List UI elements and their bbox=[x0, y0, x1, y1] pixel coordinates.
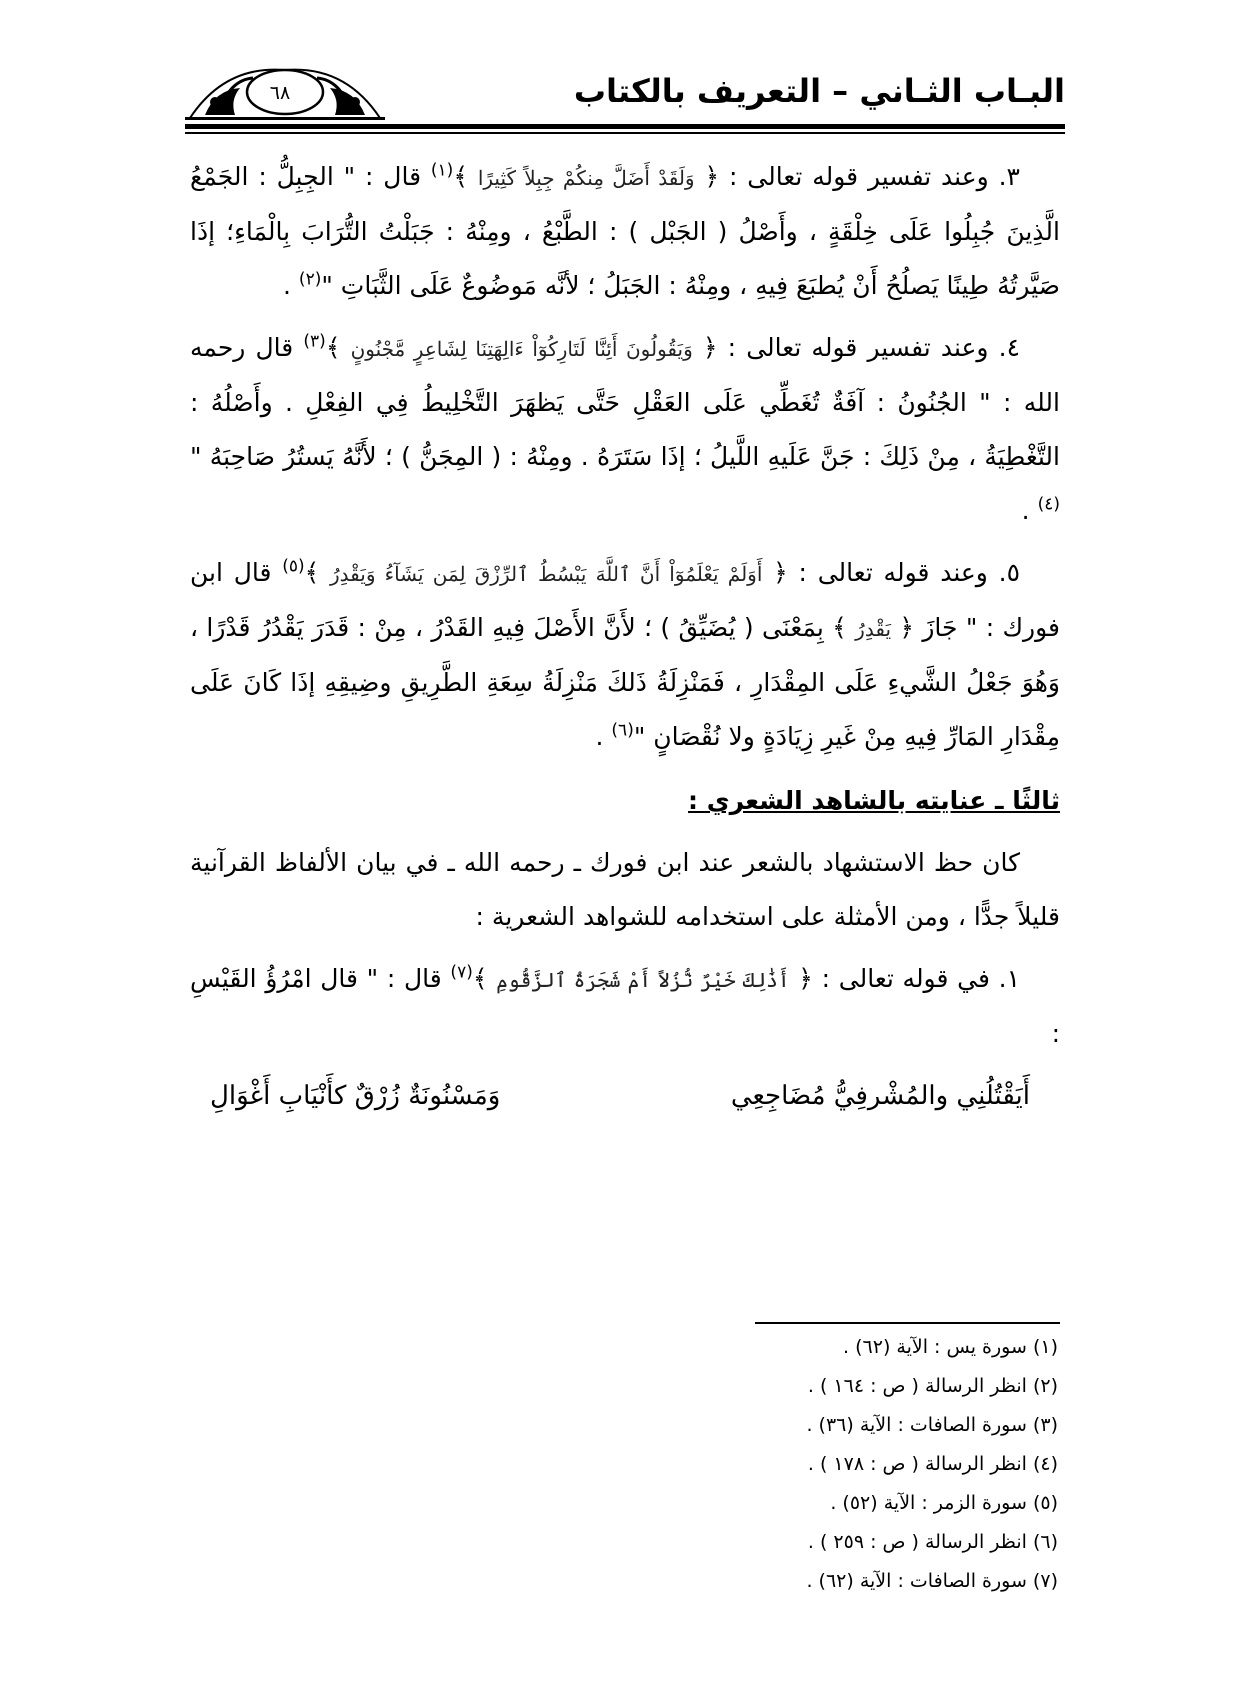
text-span: ﴾ بِمَعْنَى ( يُضَيِّقُ ) ؛ لأَنَّ الأَصْلَ فِيهِ القَدْرُ ، مِنْ : قَدَرَ يَقْدُرُ قَدْرًا ، وَهُوَ جَعْلُ الشَّيءِ عَلَى المِقْدَارِ ، فَمَنْزِلَةُ ذَلكَ مَنْزِلَةُ سِعَةِ الطَّرِيقِ وضِيقِهِ إذَا كَانَ عَلَى مِقْدَارِ المَارِّ فِيهِ مِنْ غَيرِ زِيَادَةٍ ولا نُقْصَانٍ " bbox=[190, 613, 1060, 751]
paragraph-1 bbox=[190, 952, 1060, 1061]
text-span: ﴾ bbox=[453, 162, 478, 191]
quran-verse: أَوَلَمْ يَعْلَمُوٓاْ أَنَّ ٱللَّهَ يَبْسُطُ ٱلرِّزْقَ لِمَن يَشَآءُ وَيَقْدِرُ bbox=[330, 562, 763, 586]
text-span: . bbox=[595, 722, 612, 751]
footnote-separator bbox=[755, 1322, 1060, 1324]
main-text bbox=[190, 150, 1060, 1123]
footnote-item: (٦) انظر الرسالة ( ص : ٢٥٩ ) . bbox=[807, 1531, 1058, 1553]
text-span: ٣. وعند تفسير قوله تعالى : ﴿ bbox=[694, 162, 1020, 191]
footnote-ref: (٣) bbox=[303, 331, 326, 352]
footnotes bbox=[600, 1328, 1058, 1601]
header-rule-thick bbox=[185, 124, 1065, 129]
poetry-verse bbox=[190, 1069, 1060, 1123]
chapter-title: البـاب الثـاني – التعريف بالكتاب bbox=[573, 72, 1065, 110]
footnote-item: (٧) سورة الصافات : الآية (٦٢) . bbox=[806, 1570, 1058, 1592]
page-header bbox=[185, 60, 1065, 130]
paragraph-3 bbox=[190, 150, 1060, 313]
footnote-ref: (٢) bbox=[298, 269, 322, 290]
text-span: . bbox=[1021, 496, 1038, 525]
quran-verse: أَذَٰلِكَ خَيْرٌ نُّزُلاً أَمْ شَجَرَةُ ٱلزَّقُّومِ bbox=[496, 968, 790, 992]
footnote-ref: (٦) bbox=[611, 720, 634, 741]
paragraph-4 bbox=[190, 321, 1060, 538]
quran-word: يَقْدِرُ bbox=[855, 617, 892, 641]
footnote-item: (٤) انظر الرسالة ( ص : ١٧٨ ) . bbox=[807, 1453, 1058, 1475]
quran-verse: وَيَقُولُونَ أَئِنَّا لَتَارِكُوٓاْ ءَالِهَتِنَا لِشَاعِرٍ مَّجْنُونٍ bbox=[350, 337, 693, 361]
footnote-ref: (١) bbox=[430, 160, 454, 181]
footnote-ref: (٥) bbox=[282, 556, 305, 577]
text-span: قال : " الجِبِلُّ : الجَمْعُ الَّذِينَ جُبِلُوا عَلَى خِلْقَةٍ ، وأَصْلُ ( الجَبْل ) : الطَّبْعُ ، ومِنْهُ : جَبَلْتُ التُّرَابَ بِالْمَاءِ؛ إذَا صَيَّرتُهُ طِينًا يَصلُحُ أَنْ يُطبَعَ فِيهِ ، ومِنْهُ : الجَبَلُ ؛ لأنَّه مَوضُوعٌ عَلَى الثَّبَاتِ " bbox=[190, 162, 1060, 300]
text-span: قال ابن فورك : " جَازَ ﴿ bbox=[190, 558, 1060, 642]
quran-verse: وَلَقَدْ أَضَلَّ مِنكُمْ جِبِلاً كَثِيرًا bbox=[477, 166, 695, 190]
paragraph-5 bbox=[190, 546, 1060, 764]
text-span: ٥. وعند قوله تعالى : ﴿ bbox=[762, 558, 1020, 587]
text-span: ﴾ bbox=[325, 333, 351, 362]
text-span: ﴾ bbox=[304, 558, 331, 587]
text-span: قال : " قال امْرُؤُ القَيْسِ : bbox=[190, 964, 1060, 1048]
text-span: ٤. وعند تفسير قوله تعالى : ﴿ bbox=[692, 333, 1020, 362]
text-span: ١. في قوله تعالى : ﴿ bbox=[789, 964, 1020, 993]
footnote-item: (٢) انظر الرسالة ( ص : ١٦٤ ) . bbox=[807, 1375, 1058, 1397]
footnote-ref: (٤) bbox=[1037, 494, 1060, 515]
text-span: . bbox=[283, 271, 299, 300]
paragraph-intro: كان حظ الاستشهاد بالشعر عند ابن فورك ـ رحمه الله ـ في بيان الألفاظ القرآنية قليلاً جدًّا ، ومن الأمثلة على استخدامه للشواهد الشعرية : bbox=[190, 848, 1060, 931]
page-number: ٦٨ bbox=[269, 82, 291, 104]
text-span: قال رحمه الله : " الجُنُونُ : آفَةٌ تُغَطِّي عَلَى العَقْلِ حَتَّى يَظهَرَ التَّخْلِيطُ فِي الفِعْلِ . وأَصْلُهُ : التَّغْطِيَةُ ، مِنْ ذَلِكَ : جَنَّ عَلَيهِ اللَّيلُ ؛ إذَا سَتَرَهُ . ومِنْهُ : ( المِجَنُّ ) ؛ لأَنَّهُ يَستُرُ صَاحِبَهُ " bbox=[190, 333, 1060, 471]
footnote-item: (٥) سورة الزمر : الآية (٥٢) . bbox=[830, 1492, 1058, 1514]
footnote-ref: (٧) bbox=[450, 962, 473, 983]
section-heading: ثالثًا ـ عنايته بالشاهد الشعري : bbox=[688, 786, 1060, 815]
verse-first-hemistich: أَيَقْتُلُنِي والمُشْرفِيُّ مُضَاجِعِي bbox=[730, 1081, 1030, 1111]
text-span: ﴾ bbox=[472, 964, 497, 993]
header-rule-thin bbox=[185, 132, 1065, 134]
verse-second-hemistich: وَمَسْنُونَةٌ زُرْقٌ كأَنْيَابِ أَغْوَالِ bbox=[210, 1081, 501, 1111]
footnote-item: (٣) سورة الصافات : الآية (٣٦) . bbox=[806, 1414, 1058, 1436]
footnote-item: (١) سورة يس : الآية (٦٢) . bbox=[843, 1336, 1058, 1358]
